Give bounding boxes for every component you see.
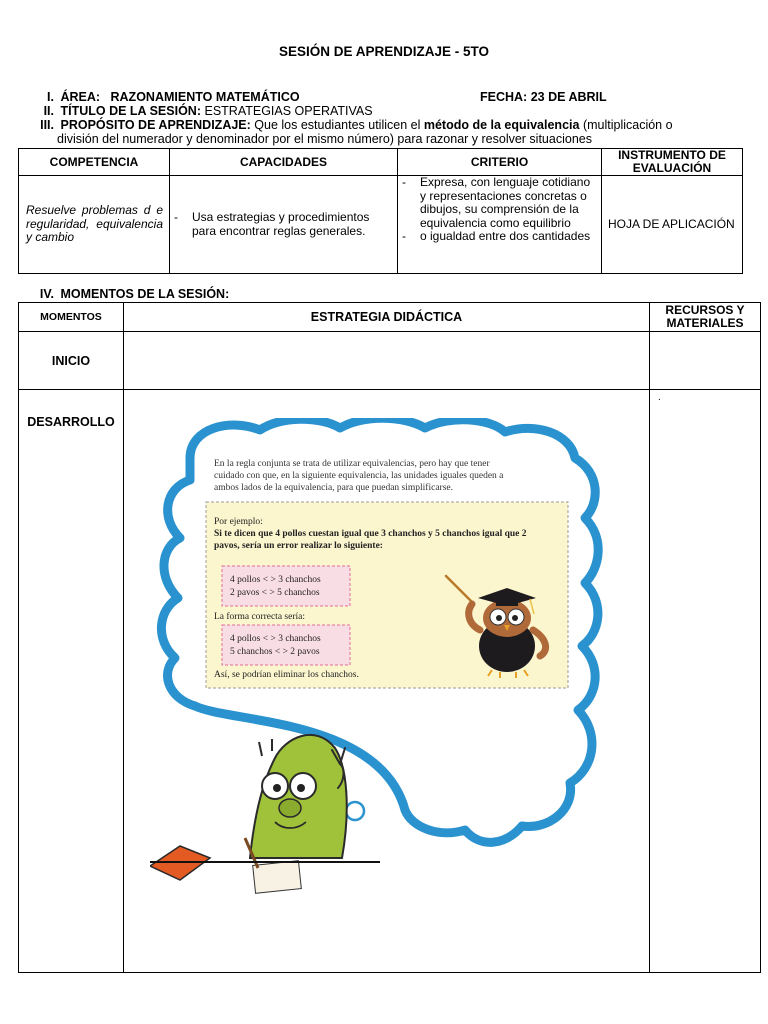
intro-line: cuidado con que, en la siguiente equivalencia, las unidades iguales queden a (214, 471, 504, 481)
titulo-line (32, 104, 373, 118)
criterio-item: - o igualdad entre dos cantidades (398, 230, 595, 244)
proposito-num: III. (40, 118, 54, 132)
area-num: I. (47, 90, 54, 104)
momentos-num: IV. (39, 287, 54, 301)
proposito-text-pre: Que los estudiantes utilicen el (254, 118, 421, 132)
desarrollo-recursos: . (650, 390, 761, 973)
competencias-table (18, 148, 743, 274)
area-line (32, 90, 300, 104)
proposito-label: PROPÓSITO DE APRENDIZAJE: (60, 118, 251, 132)
criterio-cell (398, 176, 602, 274)
header-recursos: RECURSOS Y MATERIALES (650, 303, 761, 332)
capacidad-cell (170, 176, 398, 274)
header-estrategia: ESTRATEGIA DIDÁCTICA (124, 303, 650, 332)
correct-line: 4 pollos < > 3 chanchos (230, 634, 321, 644)
header-instrumento: INSTRUMENTO DE EVALUACIÓN (602, 149, 743, 176)
page-title: SESIÓN DE APRENDIZAJE - 5TO (278, 44, 490, 59)
competencia-cell: Resuelve problemas d e regularidad, equivalencia y cambio (19, 176, 170, 274)
instrumento-cell: HOJA DE APLICACIÓN (602, 176, 743, 274)
fecha: FECHA: 23 DE ABRIL (480, 90, 607, 104)
correct-box (222, 625, 350, 665)
proposito-line2: división del numerador y denominador por el mismo número) para razonar y resolver situaciones (57, 132, 592, 146)
proposito-text-post: (multiplicación o (582, 118, 673, 132)
conclusion: Así, se podrían eliminar los chanchos. (214, 670, 359, 680)
row-inicio: INICIO (19, 332, 124, 390)
header-competencia: COMPETENCIA (19, 149, 170, 176)
header-capacidades: CAPACIDADES (170, 149, 398, 176)
example-lead: Por ejemplo: (214, 517, 263, 527)
area-value: RAZONAMIENTO MATEMÁTICO (110, 90, 300, 104)
example-line2: pavos, sería un error realizar lo siguiente: (214, 541, 383, 551)
correct-line: 5 chanchos < > 2 pavos (230, 647, 320, 657)
titulo-num: II. (43, 104, 54, 118)
header-criterio: CRITERIO (398, 149, 602, 176)
correct-label: La forma correcta sería: (214, 612, 305, 622)
momentos-heading (32, 287, 229, 301)
inicio-recursos (650, 332, 761, 390)
area-label: ÁREA: (60, 90, 101, 104)
wrong-box (222, 566, 350, 606)
titulo-label: TÍTULO DE LA SESIÓN: (60, 104, 201, 118)
momentos-label: MOMENTOS DE LA SESIÓN: (60, 287, 230, 301)
green-character-figure (150, 735, 380, 893)
intro-line: ambos lados de la equivalencia, para que puedan simplificarse. (214, 483, 453, 493)
capacidad-item: - Usa estrategias y procedimientos para encontrar reglas generales. (170, 211, 391, 238)
example-line1: Si te dicen que 4 pollos cuestan igual que 3 chanchos y 5 chanchos igual que 2 (214, 529, 527, 539)
inicio-estrategia (124, 332, 650, 390)
proposito-bold: método de la equivalencia (423, 118, 580, 132)
thought-cloud-illustration (150, 418, 610, 898)
wrong-line: 2 pavos < > 5 chanchos (230, 588, 320, 598)
titulo-value: ESTRATEGIAS OPERATIVAS (204, 104, 373, 118)
intro-line: En la regla conjunta se trata de utilizar equivalencias, pero hay que tener (214, 459, 490, 469)
criterio-item: - Expresa, con lenguaje cotidiano y representaciones concretas o dibujos, su comprensión de la equivalencia como equilibrio (398, 176, 595, 230)
wrong-line: 4 pollos < > 3 chanchos (230, 575, 321, 585)
row-desarrollo: DESARROLLO (19, 390, 124, 973)
proposito-line (32, 118, 732, 146)
header-momentos: MOMENTOS (19, 303, 124, 332)
